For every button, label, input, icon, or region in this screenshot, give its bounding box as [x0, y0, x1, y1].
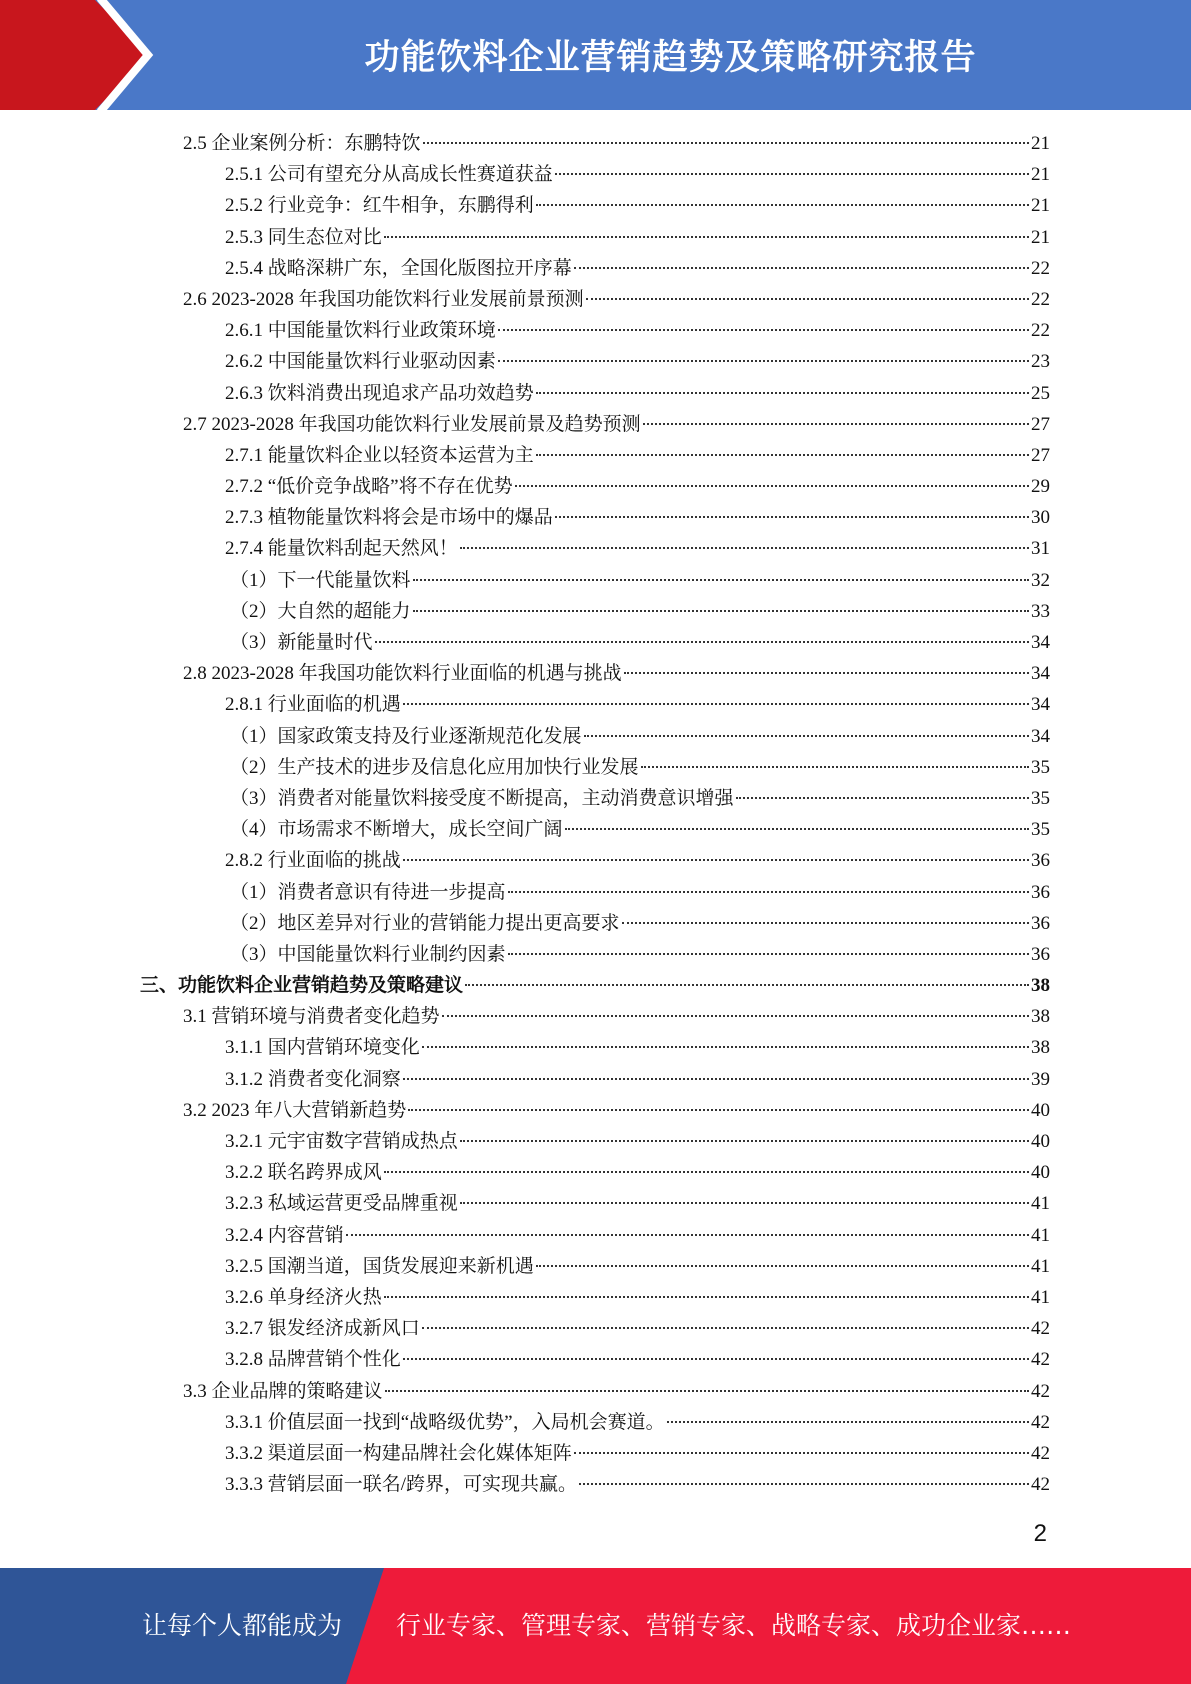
- toc-entry-title: 3.2.2 联名跨界成风: [225, 1162, 382, 1184]
- toc-entry[interactable]: [140, 596, 1050, 627]
- toc-leader-dots: [460, 1202, 1029, 1204]
- footer-slogan-right: 行业专家、管理专家、营销专家、战略专家、成功企业家……: [396, 1611, 1072, 1640]
- toc-entry[interactable]: [140, 190, 1050, 221]
- toc-entry-page: 32: [1031, 569, 1050, 591]
- toc-entry-title: （1）消费者意识有待进一步提高: [230, 881, 506, 903]
- toc-entry-page: 27: [1031, 444, 1050, 466]
- toc-entry-page: 22: [1031, 288, 1050, 310]
- toc-entry[interactable]: [140, 1064, 1050, 1095]
- toc-entry-page: 36: [1031, 912, 1050, 934]
- toc-leader-dots: [643, 423, 1029, 425]
- toc-leader-dots: [508, 953, 1029, 955]
- toc-entry-title: （2）地区差异对行业的营销能力提出更高要求: [230, 912, 620, 934]
- toc-entry[interactable]: [140, 1313, 1050, 1344]
- toc-entry[interactable]: [140, 1344, 1050, 1375]
- toc-entry-title: 2.5 企业案例分析：东鹏特饮: [183, 133, 421, 154]
- toc-entry[interactable]: [140, 658, 1050, 689]
- toc-entry[interactable]: [140, 1220, 1050, 1251]
- toc-leader-dots: [579, 1483, 1029, 1485]
- toc-leader-dots: [422, 1046, 1029, 1048]
- toc-entry-title: 2.7.2 “低价竞争战略”将不存在优势: [225, 476, 513, 498]
- toc-entry-title: 3.2 2023 年八大营销新趋势: [183, 1099, 407, 1121]
- toc-entry[interactable]: [140, 440, 1050, 471]
- toc-entry[interactable]: [140, 346, 1050, 377]
- toc-entry-title: 2.7.1 能量饮料企业以轻资本运营为主: [225, 444, 534, 466]
- toc-entry-page: 42: [1031, 1474, 1050, 1496]
- toc-entry-page: 21: [1031, 133, 1050, 154]
- toc-entry[interactable]: [140, 877, 1050, 908]
- toc-leader-dots: [498, 329, 1029, 331]
- toc-entry-title: 2.7.4 能量饮料刮起天然风！: [225, 538, 458, 560]
- toc-entry[interactable]: [140, 1095, 1050, 1126]
- toc-entry-title: 3.1 营销环境与消费者变化趋势: [183, 1006, 440, 1028]
- toc-leader-dots: [346, 1234, 1029, 1236]
- toc-entry-page: 21: [1031, 195, 1050, 217]
- footer-slogan-left: 让每个人都能成为: [142, 1611, 343, 1640]
- toc-entry-title: 2.7 2023-2028 年我国功能饮料行业发展前景及趋势预测: [183, 413, 641, 435]
- toc-entry[interactable]: [140, 1157, 1050, 1188]
- toc-entry-page: 41: [1031, 1224, 1050, 1246]
- toc-entry-title: （3）消费者对能量饮料接受度不断提高，主动消费意识增强: [230, 787, 734, 809]
- toc-leader-dots: [574, 267, 1029, 269]
- toc-entry-page: 35: [1031, 756, 1050, 778]
- toc-leader-dots: [413, 579, 1029, 581]
- toc-entry[interactable]: [140, 159, 1050, 190]
- toc-entry-page: 41: [1031, 1286, 1050, 1308]
- toc-entry[interactable]: [140, 783, 1050, 814]
- toc-entry-title: 3.3.1 价值层面一找到“战略级优势”，入局机会赛道。: [225, 1411, 665, 1433]
- toc-entry-title: 2.7.3 植物能量饮料将会是市场中的爆品: [225, 507, 553, 529]
- toc-entry[interactable]: [140, 502, 1050, 533]
- toc-leader-dots: [460, 547, 1029, 549]
- toc-leader-dots: [508, 891, 1029, 893]
- toc-entry-page: 42: [1031, 1349, 1050, 1371]
- toc-leader-dots: [555, 516, 1029, 518]
- toc-entry-page: 42: [1031, 1380, 1050, 1402]
- toc-entry-page: 41: [1031, 1255, 1050, 1277]
- toc-entry[interactable]: [140, 752, 1050, 783]
- toc-entry[interactable]: [140, 1032, 1050, 1063]
- toc-leader-dots: [624, 672, 1029, 674]
- toc-entry-page: 41: [1031, 1193, 1050, 1215]
- toc-entry-page: 36: [1031, 943, 1050, 965]
- toc-leader-dots: [736, 797, 1029, 799]
- page-footer: [0, 1568, 1191, 1684]
- toc-entry-page: 34: [1031, 663, 1050, 685]
- toc-entry-title: 3.2.7 银发经济成新风口: [225, 1318, 420, 1340]
- toc-entry[interactable]: [140, 128, 1050, 159]
- toc-entry-title: 3.1.1 国内营销环境变化: [225, 1037, 420, 1059]
- toc-leader-dots: [408, 1109, 1029, 1111]
- toc-leader-dots: [460, 1140, 1029, 1142]
- toc-entry-title: 3.2.8 品牌营销个性化: [225, 1349, 401, 1371]
- toc-entry-page: 40: [1031, 1162, 1050, 1184]
- toc-entry-title: （1）国家政策支持及行业逐渐规范化发展: [230, 725, 582, 747]
- toc-entry-title: 2.8.2 行业面临的挑战: [225, 850, 401, 872]
- toc-leader-dots: [442, 1015, 1029, 1017]
- toc-entry-title: （3）中国能量饮料行业制约因素: [230, 943, 506, 965]
- toc-entry[interactable]: [140, 627, 1050, 658]
- toc-leader-dots: [403, 859, 1029, 861]
- toc-entry-page: 35: [1031, 787, 1050, 809]
- toc-leader-dots: [423, 142, 1029, 144]
- toc-leader-dots: [403, 1078, 1029, 1080]
- toc-entry[interactable]: [140, 814, 1050, 845]
- toc-entry[interactable]: [140, 1282, 1050, 1313]
- toc-entry-title: 3.2.6 单身经济火热: [225, 1286, 382, 1308]
- toc-entry-title: 3.3.3 营销层面一联名/跨界，可实现共赢。: [225, 1474, 578, 1496]
- toc-entry-page: 34: [1031, 694, 1050, 716]
- toc-leader-dots: [565, 828, 1029, 830]
- toc-leader-dots: [422, 1327, 1029, 1329]
- toc-entry[interactable]: [140, 378, 1050, 409]
- toc-leader-dots: [667, 1421, 1029, 1423]
- toc-entry[interactable]: [140, 471, 1050, 502]
- toc-entry-page: 22: [1031, 320, 1050, 342]
- toc-entry-title: 3.3.2 渠道层面一构建品牌社会化媒体矩阵: [225, 1442, 572, 1464]
- toc-entry-page: 38: [1031, 1037, 1050, 1059]
- toc-entry[interactable]: [140, 1188, 1050, 1219]
- toc-leader-dots: [375, 641, 1029, 643]
- toc-leader-dots: [536, 1265, 1029, 1267]
- toc-leader-dots: [536, 454, 1029, 456]
- toc-entry[interactable]: [140, 1126, 1050, 1157]
- toc-leader-dots: [384, 236, 1029, 238]
- toc-entry-title: （3）新能量时代: [230, 632, 373, 653]
- toc-leader-dots: [536, 392, 1029, 394]
- toc-leader-dots: [641, 766, 1029, 768]
- toc-entry-title: （2）生产技术的进步及信息化应用加快行业发展: [230, 756, 639, 778]
- toc-entry-title: 2.8.1 行业面临的机遇: [225, 694, 401, 716]
- report-title: 功能饮料企业营销趋势及策略研究报告: [364, 38, 977, 78]
- toc-entry-title: 2.6 2023-2028 年我国功能饮料行业发展前景预测: [183, 288, 584, 310]
- toc-entry-title: 三、功能饮料企业营销趋势及策略建议: [140, 975, 464, 997]
- toc-entry-title: 3.3 企业品牌的策略建议: [183, 1380, 383, 1402]
- toc-entry[interactable]: [140, 409, 1050, 440]
- toc-entry-title: 3.2.4 内容营销: [225, 1224, 344, 1246]
- toc-leader-dots: [413, 610, 1029, 612]
- toc-entry-title: 2.6.1 中国能量饮料行业政策环境: [225, 320, 496, 342]
- toc-entry-page: 33: [1031, 600, 1050, 622]
- page-number: 2: [1033, 1520, 1047, 1547]
- toc-entry-page: 34: [1031, 725, 1050, 747]
- toc-leader-dots: [403, 703, 1029, 705]
- toc-entry-page: 36: [1031, 850, 1050, 872]
- toc-leader-dots: [536, 204, 1029, 206]
- toc-entry-title: 2.8 2023-2028 年我国功能饮料行业面临的机遇与挑战: [183, 663, 622, 685]
- toc-entry-title: 2.5.3 同生态位对比: [225, 226, 382, 248]
- toc-entry-title: （1）下一代能量饮料: [230, 569, 411, 591]
- toc-entry[interactable]: [140, 939, 1050, 970]
- toc-entry-title: 3.2.5 国潮当道，国货发展迎来新机遇: [225, 1255, 534, 1277]
- toc-entry[interactable]: [140, 689, 1050, 720]
- toc-entry-page: 34: [1031, 632, 1050, 653]
- toc-entry-title: 2.6.2 中国能量饮料行业驱动因素: [225, 351, 496, 373]
- toc-entry[interactable]: [140, 1407, 1050, 1438]
- toc-entry-page: 21: [1031, 226, 1050, 248]
- toc-entry[interactable]: [140, 253, 1050, 284]
- table-of-contents: [140, 128, 1050, 1500]
- toc-leader-dots: [515, 485, 1029, 487]
- toc-leader-dots: [498, 360, 1029, 362]
- toc-entry-page: 35: [1031, 819, 1050, 841]
- toc-entry[interactable]: [140, 565, 1050, 596]
- toc-entry-page: 42: [1031, 1442, 1050, 1464]
- toc-leader-dots: [584, 735, 1029, 737]
- toc-entry-page: 22: [1031, 257, 1050, 279]
- toc-entry-page: 31: [1031, 538, 1050, 560]
- toc-entry-title: 2.5.2 行业竞争：红牛相争，东鹏得利: [225, 195, 534, 217]
- toc-entry-title: 2.5.4 战略深耕广东，全国化版图拉开序幕: [225, 257, 572, 279]
- page-header: [0, 0, 1191, 110]
- toc-entry-title: 3.2.3 私域运营更受品牌重视: [225, 1193, 458, 1215]
- toc-leader-dots: [384, 1296, 1029, 1298]
- toc-entry[interactable]: [140, 1251, 1050, 1282]
- toc-entry[interactable]: [140, 1001, 1050, 1032]
- toc-entry-page: 36: [1031, 881, 1050, 903]
- toc-entry-page: 39: [1031, 1068, 1050, 1090]
- toc-entry-page: 29: [1031, 476, 1050, 498]
- toc-entry-title: （2）大自然的超能力: [230, 600, 411, 622]
- toc-entry[interactable]: [140, 315, 1050, 346]
- toc-entry-title: 3.2.1 元宇宙数字营销成热点: [225, 1131, 458, 1152]
- toc-entry[interactable]: [140, 908, 1050, 939]
- toc-entry[interactable]: [140, 222, 1050, 253]
- toc-entry[interactable]: [140, 1438, 1050, 1469]
- toc-entry-title: （4）市场需求不断增大，成长空间广阔: [230, 819, 563, 841]
- toc-entry[interactable]: [140, 1469, 1050, 1500]
- toc-entry[interactable]: [140, 1376, 1050, 1407]
- toc-leader-dots: [465, 984, 1029, 986]
- toc-entry[interactable]: [140, 284, 1050, 315]
- toc-entry-page: 23: [1031, 351, 1050, 373]
- toc-entry-page: 42: [1031, 1411, 1050, 1433]
- toc-leader-dots: [384, 1171, 1029, 1173]
- toc-leader-dots: [574, 1452, 1029, 1454]
- toc-entry-page: 40: [1031, 1131, 1050, 1152]
- toc-entry-page: 42: [1031, 1318, 1050, 1340]
- toc-entry-page: 21: [1031, 164, 1050, 186]
- toc-entry[interactable]: [140, 845, 1050, 876]
- toc-entry-page: 38: [1031, 1006, 1050, 1028]
- toc-entry[interactable]: [140, 721, 1050, 752]
- toc-leader-dots: [385, 1390, 1029, 1392]
- toc-leader-dots: [555, 173, 1029, 175]
- toc-leader-dots: [586, 298, 1029, 300]
- toc-entry-title: 2.6.3 饮料消费出现追求产品功效趋势: [225, 382, 534, 404]
- toc-entry-title: 2.5.1 公司有望充分从高成长性赛道获益: [225, 164, 553, 186]
- toc-entry-page: 30: [1031, 507, 1050, 529]
- toc-entry-page: 40: [1031, 1099, 1050, 1121]
- toc-entry[interactable]: [140, 970, 1050, 1001]
- toc-entry[interactable]: [140, 533, 1050, 564]
- toc-leader-dots: [622, 922, 1029, 924]
- toc-entry-page: 27: [1031, 413, 1050, 435]
- toc-entry-page: 38: [1031, 975, 1050, 997]
- toc-entry-page: 25: [1031, 382, 1050, 404]
- toc-leader-dots: [403, 1358, 1029, 1360]
- toc-entry-title: 3.1.2 消费者变化洞察: [225, 1068, 401, 1090]
